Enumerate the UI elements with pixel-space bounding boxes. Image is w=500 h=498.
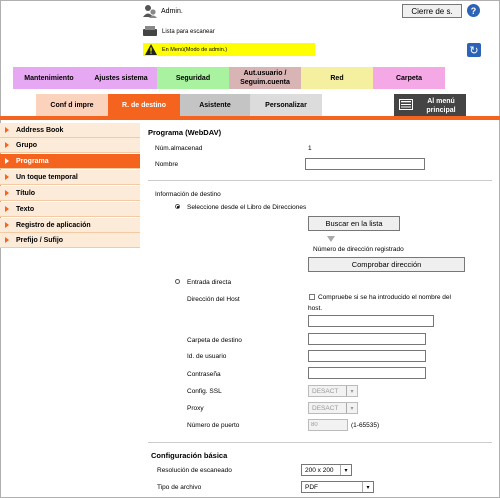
check-address-button[interactable]: Comprobar dirección	[308, 257, 465, 272]
proxy-select-value: DESACT	[312, 404, 339, 412]
tab-store-address[interactable]: R. de destino	[108, 94, 180, 116]
help-icon[interactable]: ?	[467, 4, 480, 17]
tab-system-settings[interactable]: Ajustes sistema	[85, 67, 157, 89]
port-range-label: (1-65535)	[351, 422, 380, 429]
basic-settings-title: Configuración básica	[151, 451, 228, 460]
tab-customize[interactable]: Personalizar	[250, 94, 322, 116]
host-address-input[interactable]	[308, 315, 434, 327]
file-type-select-value: PDF	[305, 483, 318, 491]
chevron-down-icon: ▾	[346, 386, 357, 396]
host-check-checkbox[interactable]	[309, 294, 315, 300]
arrow-icon	[5, 206, 9, 212]
sidebar-item-address-book[interactable]	[0, 123, 140, 138]
password-input[interactable]	[308, 367, 426, 379]
chevron-down-icon: ▾	[340, 465, 351, 475]
tab-underline	[0, 116, 500, 120]
select-from-book-radio[interactable]	[175, 204, 180, 209]
ssl-select-value: DESACT	[312, 387, 339, 395]
sidebar-item-group[interactable]	[0, 138, 140, 153]
host-address-label: Dirección del Host	[187, 296, 240, 303]
arrow-icon	[5, 158, 9, 164]
sidebar-item-label: Registro de aplicación	[16, 221, 91, 229]
sidebar-item-label: Grupo	[16, 141, 37, 149]
chevron-down-icon: ▾	[362, 482, 373, 492]
direct-entry-label: Entrada directa	[187, 279, 232, 286]
main-menu-label: Al menú principal	[426, 98, 456, 114]
admin-label: Admin.	[161, 8, 183, 15]
destination-info-label: Información de destino	[155, 191, 221, 198]
divider	[148, 442, 492, 443]
sidebar-item-label: Programa	[16, 157, 49, 165]
name-label: Nombre	[155, 161, 179, 168]
arrow-icon	[5, 190, 9, 196]
user-id-input[interactable]	[308, 350, 426, 362]
resolution-select[interactable]	[301, 464, 352, 476]
direct-entry-radio[interactable]	[175, 279, 180, 284]
ssl-label: Config. SSL	[187, 388, 222, 395]
host-check-label: Compruebe si se ha introducido el nombre del	[318, 294, 451, 301]
logout-button[interactable]: Cierre de s.	[402, 4, 462, 18]
chevron-down-icon: ▾	[346, 403, 357, 413]
file-type-label: Tipo de archivo	[157, 484, 202, 491]
notice-text: En Menú(Modo de admin.)	[162, 47, 228, 53]
sidebar-item-subject[interactable]	[0, 186, 140, 201]
storage-number-label: Núm.almacenad	[155, 145, 203, 152]
name-input[interactable]	[305, 158, 425, 170]
destination-folder-input[interactable]	[308, 333, 426, 345]
user-id-label: Id. de usuario	[187, 353, 227, 360]
tab-maintenance[interactable]: Mantenimiento	[13, 67, 85, 89]
proxy-label: Proxy	[187, 405, 204, 412]
file-type-select[interactable]	[301, 481, 374, 493]
form-title: Programa (WebDAV)	[148, 128, 222, 137]
divider	[148, 180, 492, 181]
arrow-icon	[5, 237, 9, 243]
arrow-icon	[5, 174, 9, 180]
warning-icon	[145, 44, 157, 55]
sidebar-item-label: Address Book	[16, 126, 64, 134]
arrow-icon	[5, 142, 9, 148]
password-label: Contraseña	[187, 371, 221, 378]
destination-folder-label: Carpeta de destino	[187, 337, 242, 344]
refresh-icon[interactable]: ↻	[467, 43, 481, 57]
port-number-input[interactable]	[308, 419, 348, 431]
tab-security[interactable]: Seguridad	[157, 67, 229, 89]
arrow-down-icon	[327, 236, 335, 242]
search-list-button[interactable]: Buscar en la lista	[308, 216, 400, 231]
main-menu-button[interactable]	[394, 94, 466, 116]
tab-network[interactable]: Red	[301, 67, 373, 89]
port-number-label: Número de puerto	[187, 422, 240, 429]
sidebar-item-label: Un toque temporal	[16, 173, 78, 181]
storage-number-value: 1	[308, 145, 312, 152]
sidebar-item-prefix-suffix[interactable]	[0, 233, 140, 248]
scanner-icon	[143, 26, 157, 36]
admin-user-icon	[143, 4, 157, 18]
tab-wizard[interactable]: Asistente	[180, 94, 250, 116]
sidebar-item-temporary-one-touch[interactable]	[0, 170, 140, 185]
sidebar-item-application-registration[interactable]	[0, 218, 140, 233]
select-from-book-label: Seleccione desde el Libro de Direcciones	[187, 204, 307, 211]
arrow-icon	[5, 222, 9, 228]
tab-user-auth[interactable]: Aut.usuario / Seguim.cuenta	[229, 67, 301, 89]
scan-list-label: Lista para escanear	[162, 29, 215, 35]
arrow-icon	[5, 127, 9, 133]
resolution-label: Resolución de escaneado	[157, 467, 232, 474]
sidebar-item-label: Texto	[16, 205, 35, 213]
sidebar-item-label: Título	[16, 189, 36, 197]
sidebar-item-text[interactable]	[0, 202, 140, 217]
resolution-select-value: 200 x 200	[305, 466, 334, 474]
tab-print-settings[interactable]: Conf d impre	[36, 94, 108, 116]
sidebar-item-program[interactable]	[0, 154, 140, 169]
ssl-select[interactable]	[308, 385, 358, 397]
host-check-label-cont: host.	[308, 305, 323, 312]
registered-address-label: Número de dirección registrado	[313, 246, 404, 253]
sidebar-item-label: Prefijo / Sufijo	[16, 236, 64, 244]
tab-box[interactable]: Carpeta	[373, 67, 445, 89]
proxy-select[interactable]	[308, 402, 358, 414]
main-menu-icon	[399, 99, 413, 110]
